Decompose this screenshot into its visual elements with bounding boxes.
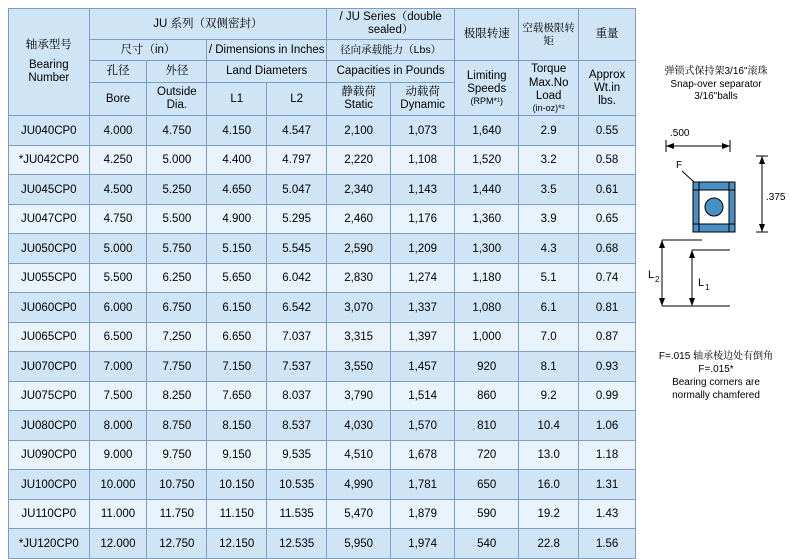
cell-l1: 11.150 [207,499,267,529]
cell-torque: 16.0 [519,470,579,500]
col-header-bearing-number [9,9,90,116]
group-header-land-diameters [207,61,327,83]
cell-static: 2,830 [327,263,391,293]
cell-dynamic: 1,337 [391,293,455,323]
cell-bore: 4.750 [89,204,147,234]
cell-dynamic: 1,879 [391,499,455,529]
table-row [9,145,636,175]
cell-bore: 5.000 [89,234,147,264]
cell-bore: 4.000 [89,116,147,146]
cell-speed: 540 [455,529,519,559]
table-row [9,322,636,352]
table-row [9,293,636,323]
cell-static: 3,790 [327,381,391,411]
table-row [9,411,636,441]
col-header-bore [89,83,147,116]
group-header-dims-en [207,40,327,61]
dim-375-arrow-top [759,156,765,164]
cell-l1: 4.900 [207,204,267,234]
cell-dynamic: 1,209 [391,234,455,264]
cell-l2: 6.042 [267,263,327,293]
cell-model: JU090CP0 [9,440,90,470]
cell-bore: 6.500 [89,322,147,352]
table-row [9,352,636,382]
col-header-limiting-speeds-en2: Speeds [467,83,507,96]
cell-l1: 5.150 [207,234,267,264]
cell-l1: 6.150 [207,293,267,323]
cell-od: 5.250 [147,175,207,205]
cell-static: 5,950 [327,529,391,559]
table-row [9,529,636,559]
col-header-limiting-speeds [455,61,519,116]
cell-speed: 1,520 [455,145,519,175]
cell-torque: 6.1 [519,293,579,323]
cell-torque: 9.2 [519,381,579,411]
cell-dynamic: 1,678 [391,440,455,470]
cell-torque: 7.0 [519,322,579,352]
cell-weight: 0.65 [579,204,636,234]
cell-model: JU047CP0 [9,204,90,234]
col-header-outside-dia-en2: Dia. [166,99,188,112]
chamfer-note-line4: normally chamfered [672,390,760,401]
cell-torque: 13.0 [519,440,579,470]
table-row [9,470,636,500]
f-leader-line [682,171,694,182]
table-row [9,204,636,234]
cell-bore: 11.000 [89,499,147,529]
bearing-diagram-svg [644,116,788,346]
cell-model: JU080CP0 [9,411,90,441]
col-header-l1 [207,83,267,116]
bearing-body [693,182,735,232]
cell-l1: 5.650 [207,263,267,293]
cell-weight: 1.31 [579,470,636,500]
cell-dynamic: 1,176 [391,204,455,234]
col-header-bore-cn [89,61,147,83]
cell-static: 2,100 [327,116,391,146]
cell-l2: 5.047 [267,175,327,205]
cell-dynamic: 1,570 [391,411,455,441]
cell-model: JU060CP0 [9,293,90,323]
cell-speed: 720 [455,440,519,470]
col-header-l2-label: L2 [290,92,304,105]
cell-speed: 1,180 [455,263,519,293]
cell-l2: 4.797 [267,145,327,175]
group-header-capacities-en-label: Capacities in Pounds [336,65,445,78]
cell-static: 3,550 [327,352,391,382]
cell-model: *JU042CP0 [9,145,90,175]
cell-l2: 8.037 [267,381,327,411]
table-row [9,116,636,146]
cell-weight: 1.06 [579,411,636,441]
cell-model: JU065CP0 [9,322,90,352]
cell-l1: 12.150 [207,529,267,559]
cell-weight: 0.61 [579,175,636,205]
col-header-limiting-speeds-unit: (RPM*¹) [470,96,503,107]
cell-od: 7.250 [147,322,207,352]
cell-l2: 6.542 [267,293,327,323]
cell-weight: 1.18 [579,440,636,470]
col-header-torque [519,61,579,116]
cell-dynamic: 1,274 [391,263,455,293]
label-l2: L [648,269,655,281]
cell-od: 12.750 [147,529,207,559]
cell-weight: 1.43 [579,499,636,529]
group-header-dims-cn-label: 尺寸（in） [120,43,176,56]
cell-l2: 5.295 [267,204,327,234]
cell-bore: 5.500 [89,263,147,293]
cell-od: 8.250 [147,381,207,411]
group-header-limiting-speeds [455,9,519,61]
table-header [9,9,636,116]
col-header-bearing-number-cn: 轴承型号 [25,39,72,52]
cell-od: 11.750 [147,499,207,529]
cell-dynamic: 1,108 [391,145,455,175]
group-header-torque-cn: 空载极限转矩 [522,21,575,47]
table-row [9,440,636,470]
cell-model: JU040CP0 [9,116,90,146]
cell-l1: 10.150 [207,470,267,500]
col-header-bore-cn-label: 孔径 [106,65,130,78]
cell-torque: 3.2 [519,145,579,175]
cell-od: 9.750 [147,440,207,470]
cell-speed: 920 [455,352,519,382]
cell-static: 5,470 [327,499,391,529]
cell-torque: 5.1 [519,263,579,293]
cell-l2: 7.037 [267,322,327,352]
col-header-od-cn-label: 外径 [165,65,189,78]
table-row [9,234,636,264]
cell-static: 3,315 [327,322,391,352]
cell-l1: 6.650 [207,322,267,352]
cell-static: 2,590 [327,234,391,264]
cell-bore: 4.250 [89,145,147,175]
cell-static: 3,070 [327,293,391,323]
cell-torque: 2.9 [519,116,579,146]
cell-static: 4,510 [327,440,391,470]
group-header-weight [579,9,636,61]
separator-note-line1: 弹锁式保持架3/16"滚珠 [664,66,768,77]
cell-speed: 1,440 [455,175,519,205]
separator-note-line2: Snap-over separator [670,78,762,90]
col-header-bore-label: Bore [105,92,131,105]
cell-model: JU100CP0 [9,470,90,500]
col-header-weight-en2: Wt.in [593,81,621,94]
cell-bore: 4.500 [89,175,147,205]
group-header-capacities-cn [327,40,455,61]
col-header-outside-dia-en1: Outside [157,86,197,99]
cell-l1: 8.150 [207,411,267,441]
col-header-weight-en3: lbs. [598,95,617,108]
cell-torque: 19.2 [519,499,579,529]
group-header-land-diameters-label: Land Diameters [226,65,308,78]
cell-l2: 5.545 [267,234,327,264]
cell-l2: 9.535 [267,440,327,470]
cell-weight: 0.93 [579,352,636,382]
table-body [9,116,636,559]
cell-od: 5.000 [147,145,207,175]
cell-bore: 7.000 [89,352,147,382]
cell-dynamic: 1,457 [391,352,455,382]
group-header-dimensions [89,9,327,40]
table-title-row [9,9,636,40]
dim-375-arrow-bottom [759,224,765,232]
cell-dynamic: 1,974 [391,529,455,559]
cell-l2: 10.535 [267,470,327,500]
cell-weight: 0.99 [579,381,636,411]
col-header-static-cn: 静载荷 [341,86,376,99]
cell-od: 5.500 [147,204,207,234]
label-l1: L [698,277,705,289]
col-header-outside-dia [147,83,207,116]
cell-bore: 7.500 [89,381,147,411]
cell-speed: 1,640 [455,116,519,146]
cell-speed: 1,300 [455,234,519,264]
col-header-weight-en1: Approx [588,68,626,81]
cell-model: JU070CP0 [9,352,90,382]
cell-weight: 1.56 [579,529,636,559]
cell-model: JU075CP0 [9,381,90,411]
group-header-dimensions-cn: JU 系列（双侧密封） [153,17,263,30]
group-header-limiting-speeds-cn: 极限转速 [463,28,510,41]
cell-speed: 590 [455,499,519,529]
group-header-dims-en-label: / Dimensions in Inches [208,43,325,56]
dim-l1-arrow-bottom [689,298,695,306]
chamfer-note [644,350,788,402]
cell-weight: 0.87 [579,322,636,352]
cell-model: *JU120CP0 [9,529,90,559]
cell-bore: 12.000 [89,529,147,559]
cell-l1: 4.650 [207,175,267,205]
col-header-limiting-speeds-en1: Limiting [466,70,507,83]
cell-static: 4,030 [327,411,391,441]
cell-l1: 9.150 [207,440,267,470]
label-f: F [676,160,683,171]
table-row [9,263,636,293]
cell-od: 8.750 [147,411,207,441]
cell-l2: 8.537 [267,411,327,441]
cell-static: 2,460 [327,204,391,234]
group-header-weight-cn: 重量 [595,28,619,41]
table-subgroup-row [9,61,636,83]
col-header-dynamic [391,83,455,116]
cell-model: JU055CP0 [9,263,90,293]
chamfer-note-line3: Bearing corners are [672,377,760,388]
group-header-torque [519,9,579,61]
cell-od: 6.750 [147,293,207,323]
cell-speed: 1,080 [455,293,519,323]
label-l1-sub: 1 [705,283,710,292]
group-header-title-en: / JU Series（double sealed） [339,11,442,37]
col-header-static [327,83,391,116]
cell-l1: 7.650 [207,381,267,411]
cell-speed: 810 [455,411,519,441]
col-header-torque-en3: Load [535,89,562,102]
cell-bore: 8.000 [89,411,147,441]
cell-model: JU050CP0 [9,234,90,264]
cell-speed: 1,000 [455,322,519,352]
cell-torque: 3.9 [519,204,579,234]
separator-note [644,66,788,104]
cell-bore: 10.000 [89,470,147,500]
dim-500-arrow-right [722,143,730,149]
bearing-spec-table [8,8,636,559]
dim-l1-arrow-top [689,250,695,258]
cell-model: JU110CP0 [9,499,90,529]
dim-500-arrow-left [666,143,674,149]
cell-dynamic: 1,781 [391,470,455,500]
cell-od: 5.750 [147,234,207,264]
col-header-l2 [267,83,327,116]
cell-dynamic: 1,397 [391,322,455,352]
cell-bore: 6.000 [89,293,147,323]
col-header-torque-unit: (in-oz)*² [532,103,565,114]
dim-500-label: .500 [670,128,690,139]
cell-dynamic: 1,143 [391,175,455,205]
group-header-capacities-en [327,61,455,83]
cell-torque: 8.1 [519,352,579,382]
cell-weight: 0.58 [579,145,636,175]
col-header-weight [579,61,636,116]
table-row [9,499,636,529]
col-header-bearing-number-en2: Number [28,71,70,84]
cell-weight: 0.81 [579,293,636,323]
cell-bore: 9.000 [89,440,147,470]
table-row [9,175,636,205]
cell-l1: 4.150 [207,116,267,146]
bearing-cross-section-diagram [644,8,784,528]
separator-note-line3: 3/16"balls [694,91,738,102]
cell-l2: 12.535 [267,529,327,559]
cell-l1: 4.400 [207,145,267,175]
col-header-bearing-number-en1: Bearing [28,58,69,71]
bearing-spec-table-wrap [8,8,636,550]
cell-torque: 4.3 [519,234,579,264]
group-header-dims-cn [89,40,207,61]
cell-dynamic: 1,073 [391,116,455,146]
dim-l2-arrow-top [659,240,665,248]
cell-l2: 11.535 [267,499,327,529]
cell-weight: 0.74 [579,263,636,293]
label-l2-sub: 2 [655,275,660,284]
cell-od: 10.750 [147,470,207,500]
cell-od: 7.750 [147,352,207,382]
cell-l2: 7.537 [267,352,327,382]
cell-model: JU045CP0 [9,175,90,205]
cell-speed: 1,360 [455,204,519,234]
col-header-torque-en1: Torque [531,63,567,76]
col-header-od-cn [147,61,207,83]
cell-l2: 4.547 [267,116,327,146]
cell-static: 4,990 [327,470,391,500]
cell-speed: 650 [455,470,519,500]
cell-dynamic: 1,514 [391,381,455,411]
cell-od: 6.250 [147,263,207,293]
cell-static: 2,220 [327,145,391,175]
col-header-static-en: Static [344,99,373,112]
group-header-title-en-slot [327,9,455,40]
chamfer-note-line2: F=.015* [698,364,734,375]
cell-speed: 860 [455,381,519,411]
cell-weight: 0.55 [579,116,636,146]
chamfer-note-line1: F=.015 轴承棱边处有倒角 [658,351,774,362]
cell-l1: 7.150 [207,352,267,382]
dim-375-label: .375 [766,192,786,203]
col-header-dynamic-en: Dynamic [400,99,446,112]
group-header-capacities-cn-label: 径向承载能力（Lbs） [340,43,442,56]
col-header-l1-label: L1 [230,92,244,105]
cell-static: 2,340 [327,175,391,205]
table-row [9,381,636,411]
cell-torque: 3.5 [519,175,579,205]
cell-torque: 22.8 [519,529,579,559]
col-header-dynamic-cn: 动载荷 [405,86,440,99]
cell-weight: 0.68 [579,234,636,264]
cell-torque: 10.4 [519,411,579,441]
cell-od: 4.750 [147,116,207,146]
dim-l2-arrow-bottom [659,298,665,306]
dim-500-line [666,140,730,152]
col-header-torque-en2: Max.No [528,76,569,89]
